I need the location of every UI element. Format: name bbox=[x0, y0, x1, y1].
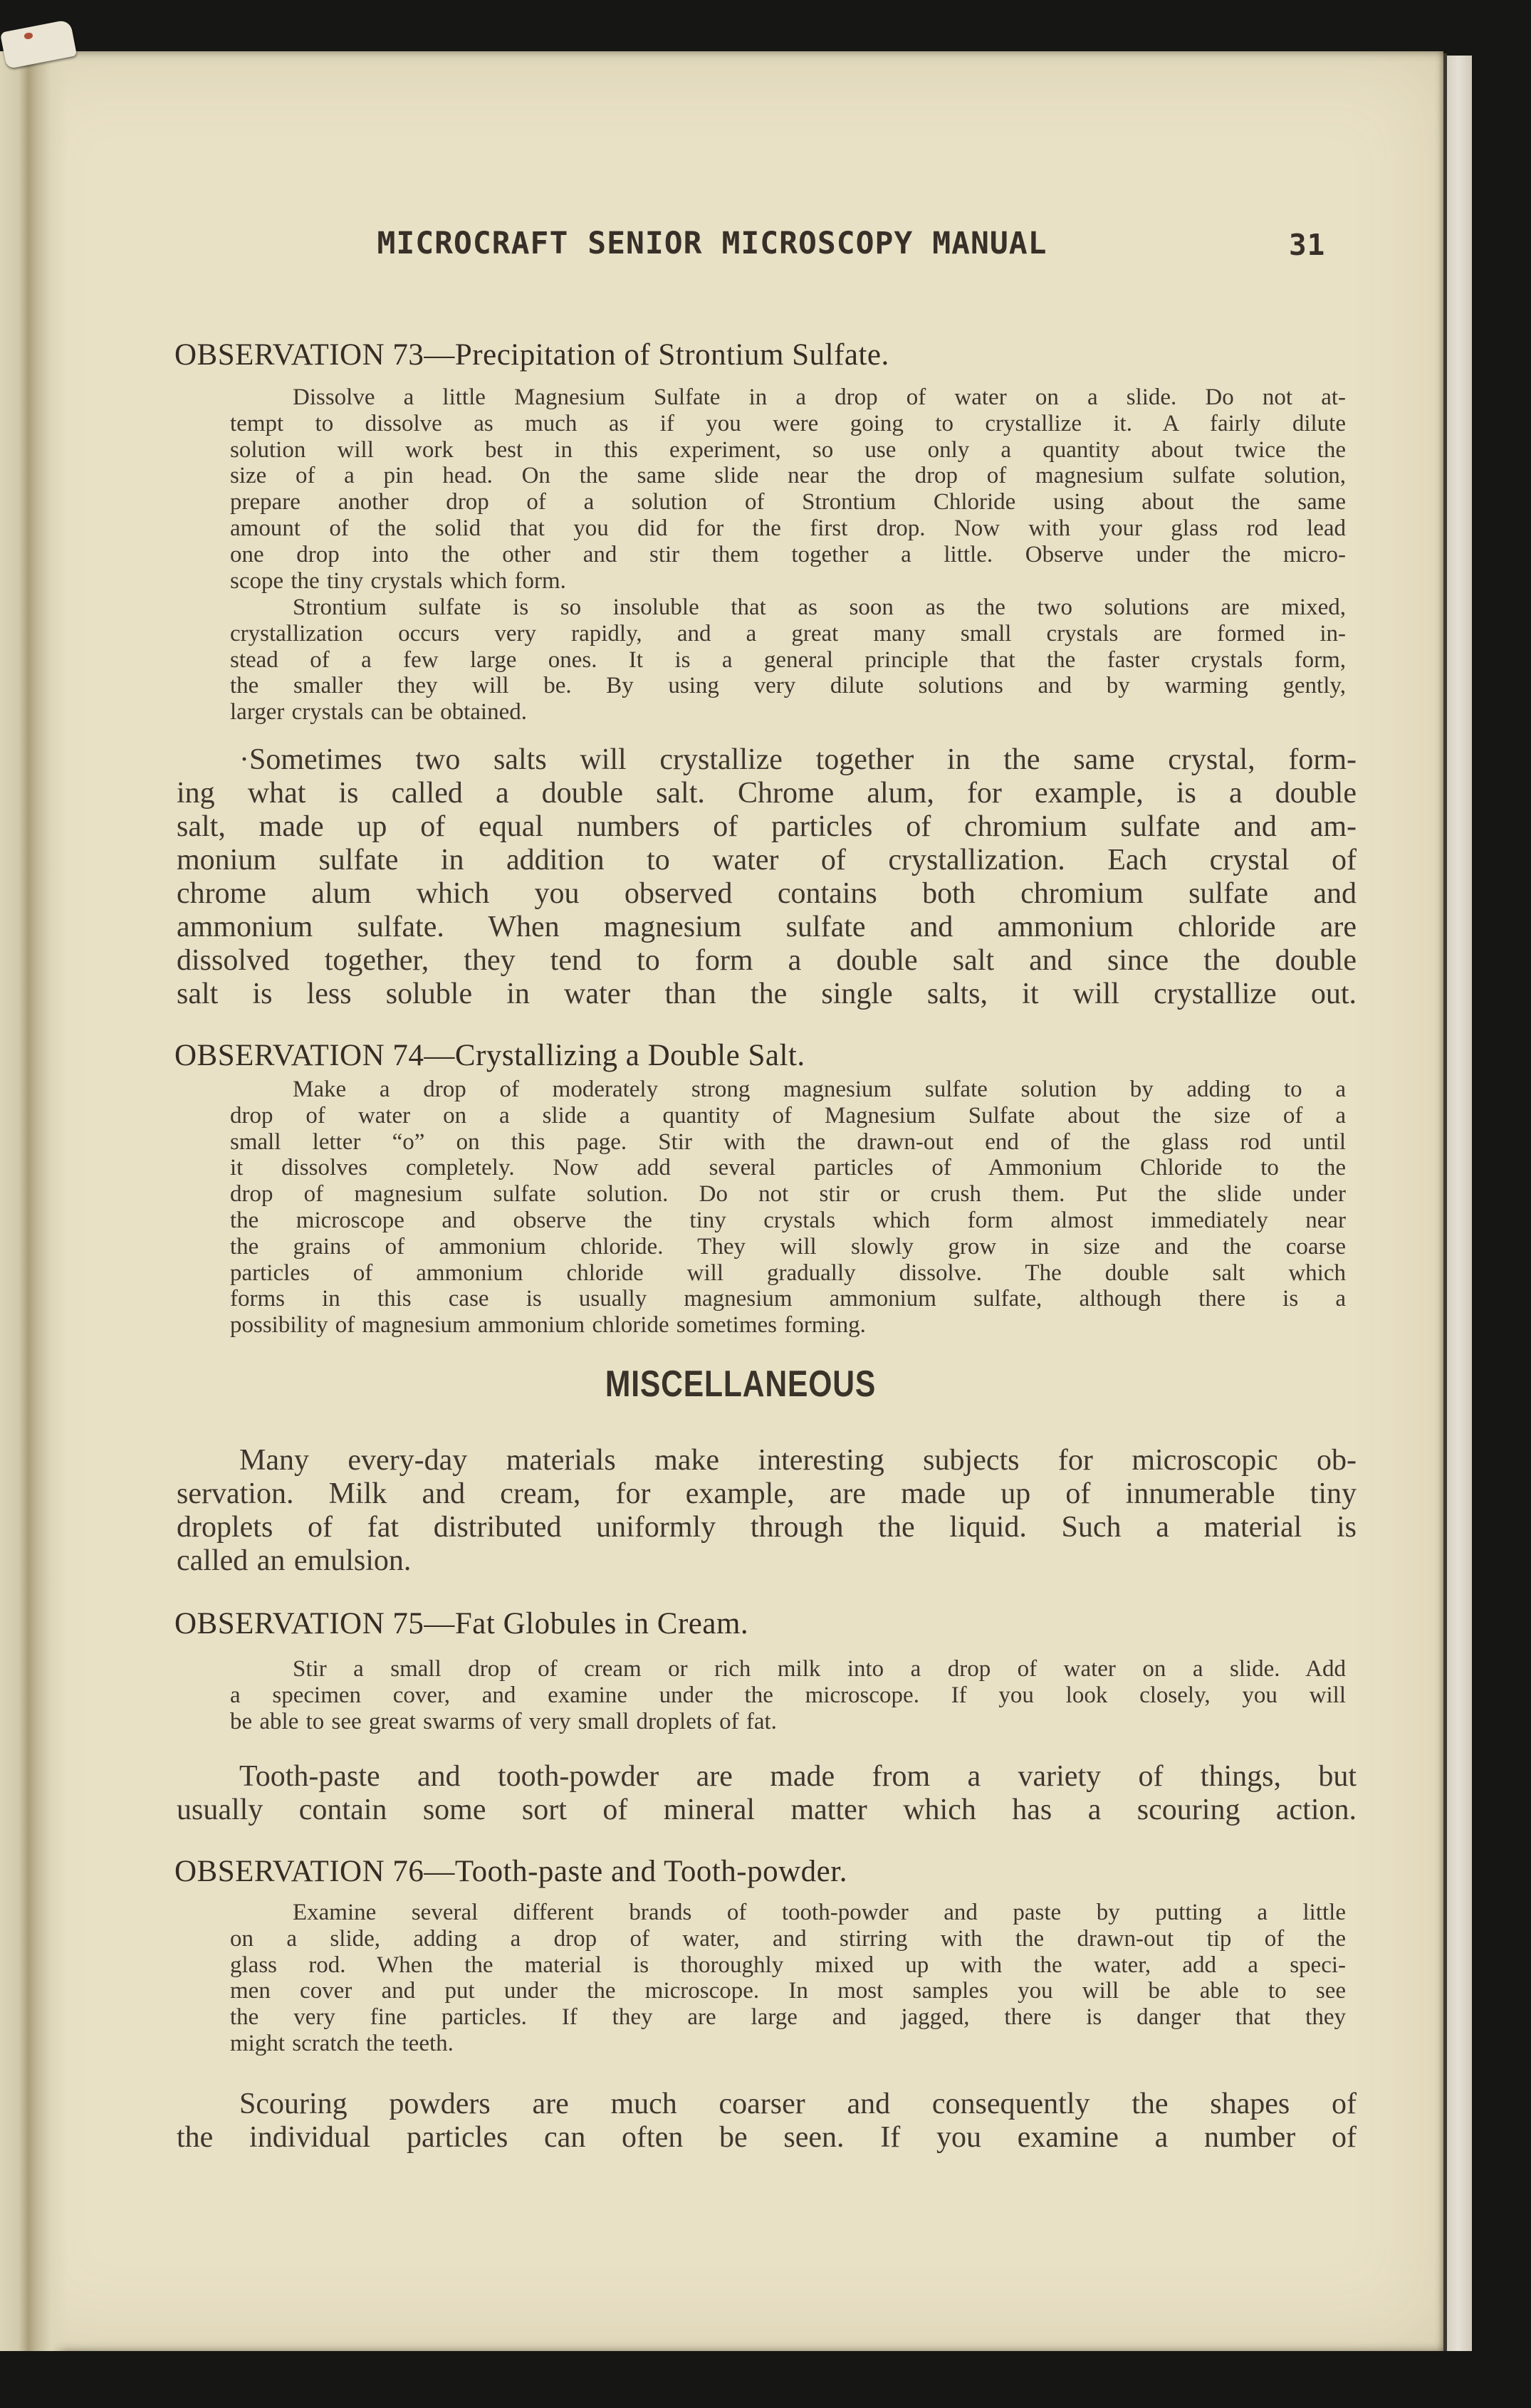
text-line: Scouring powders are much coarser and consequently the shapes of bbox=[239, 2088, 1357, 2120]
text-line: one drop into the other and stir them together a little. Observe under the micro- bbox=[230, 541, 1346, 567]
observation-76-heading: OBSERVATION 76—Tooth-paste and Tooth-powder. bbox=[174, 1855, 847, 1888]
text-line: Strontium sulfate is so insoluble that as soon as the two solutions are mixed, bbox=[293, 595, 1346, 620]
text-line: Tooth-paste and tooth-powder are made from a variety of things, but bbox=[239, 1760, 1357, 1793]
page-number: 31 bbox=[1289, 228, 1326, 262]
observation-73-heading: OBSERVATION 73—Precipitation of Strontium Sulfate. bbox=[174, 338, 889, 372]
observation-73-paragraph-2 bbox=[230, 595, 1346, 726]
text-line: drop of water on a slide a quantity of Magnesium Sulfate about the size of a bbox=[230, 1102, 1346, 1129]
scouring-powders-paragraph bbox=[177, 2088, 1357, 2155]
observation-75-paragraph bbox=[230, 1656, 1346, 1734]
text-line: might scratch the teeth. bbox=[230, 2030, 454, 2056]
text-line: usually contain some sort of mineral matter which has a scouring action. bbox=[177, 1794, 1357, 1826]
text-line: Examine several different brands of tooth-powder and paste by putting a little bbox=[293, 1900, 1346, 1925]
text-line: stead of a few large ones. It is a general principle that the faster crystals form, bbox=[230, 647, 1346, 673]
text-line: monium sulfate in addition to water of crystallization. Each crystal of bbox=[177, 844, 1357, 876]
text-line: on a slide, adding a drop of water, and stirring with the drawn-out tip of the bbox=[230, 1925, 1346, 1952]
text-line: dissolved together, they tend to form a double salt and since the double bbox=[177, 944, 1357, 977]
text-line: Stir a small drop of cream or rich milk into a drop of water on a slide. Add bbox=[293, 1656, 1346, 1682]
text-line: the individual particles can often be seen. If you examine a number of bbox=[177, 2121, 1357, 2154]
text-line: particles of ammonium chloride will gradually dissolve. The double salt which bbox=[230, 1260, 1346, 1286]
text-line: ·Sometimes two salts will crystallize together in the same crystal, form- bbox=[239, 743, 1357, 776]
text-line: be able to see great swarms of very small droplets of fat. bbox=[230, 1708, 777, 1734]
text-line: it dissolves completely. Now add several particles of Ammonium Chloride to the bbox=[230, 1155, 1346, 1181]
text-line: the smaller they will be. By using very dilute solutions and by warming gently, bbox=[230, 673, 1346, 699]
toothpaste-intro-paragraph bbox=[177, 1760, 1357, 1827]
text-line: crystallization occurs very rapidly, and a great many small crystals are formed in- bbox=[230, 620, 1346, 647]
text-line: drop of magnesium sulfate solution. Do not stir or crush them. Put the slide under bbox=[230, 1181, 1346, 1208]
text-line: ammonium sulfate. When magnesium sulfate and ammonium chloride are bbox=[177, 911, 1357, 943]
text-line: droplets of fat distributed uniformly through the liquid. Such a material is bbox=[177, 1511, 1357, 1544]
text-line: Dissolve a little Magnesium Sulfate in a drop of water on a slide. Do not at- bbox=[293, 384, 1346, 410]
text-line: men cover and put under the microscope. In most samples you will be able to see bbox=[230, 1978, 1346, 2004]
text-line: glass rod. When the material is thoroughly mixed up with the water, add a speci- bbox=[230, 1952, 1346, 1978]
double-salt-intro-paragraph bbox=[177, 743, 1357, 1011]
observation-75-heading: OBSERVATION 75—Fat Globules in Cream. bbox=[174, 1607, 749, 1640]
text-line: possibility of magnesium ammonium chloride sometimes forming. bbox=[230, 1312, 866, 1339]
text-line: size of a pin head. On the same slide near the drop of magnesium sulfate solution, bbox=[230, 463, 1346, 489]
text-line: tempt to dissolve as much as if you were going to crystallize it. A fairly dilute bbox=[230, 410, 1346, 436]
text-line: Make a drop of moderately strong magnesium sulfate solution by adding to a bbox=[293, 1077, 1346, 1102]
observation-74-heading: OBSERVATION 74—Crystallizing a Double Salt. bbox=[174, 1039, 805, 1072]
text-line: small letter “o” on this page. Stir with the drawn-out end of the glass rod until bbox=[230, 1129, 1346, 1155]
text-line: scope the tiny crystals which form. bbox=[230, 567, 566, 594]
text-line: the grains of ammonium chloride. They will slowly grow in size and the coarse bbox=[230, 1233, 1346, 1260]
running-head-title: MICROCRAFT SENIOR MICROSCOPY MANUAL bbox=[377, 226, 1047, 261]
text-line: salt, made up of equal numbers of particles of chromium sulfate and am- bbox=[177, 810, 1357, 843]
under-page-edge bbox=[1447, 56, 1472, 2351]
text-line: forms in this case is usually magnesium ammonium sulfate, although there is a bbox=[230, 1286, 1346, 1312]
text-line: larger crystals can be obtained. bbox=[230, 699, 527, 726]
observation-74-paragraph bbox=[230, 1077, 1346, 1339]
text-line: the very fine particles. If they are large and jagged, there is danger that they bbox=[230, 2004, 1346, 2031]
text-line: the microscope and observe the tiny crystals which form almost immediately near bbox=[230, 1207, 1346, 1233]
miscellaneous-intro-paragraph bbox=[177, 1444, 1357, 1578]
text-line: solution will work best in this experiment, so use only a quantity about twice the bbox=[230, 436, 1346, 463]
text-line: a specimen cover, and examine under the microscope. If you look closely, you will bbox=[230, 1682, 1346, 1708]
miscellaneous-section-heading: MISCELLANEOUS bbox=[605, 1363, 877, 1405]
page-gutter-shadow bbox=[0, 51, 68, 2351]
text-line: Many every-day materials make interesting subjects for microscopic ob- bbox=[239, 1444, 1357, 1477]
text-line: chrome alum which you observed contains both chromium sulfate and bbox=[177, 877, 1357, 910]
text-line: amount of the solid that you did for the first drop. Now with your glass rod lead bbox=[230, 515, 1346, 541]
text-line: salt is less soluble in water than the single salts, it will crystallize out. bbox=[177, 978, 1357, 1010]
text-line: ing what is called a double salt. Chrome alum, for example, is a double bbox=[177, 777, 1357, 810]
observation-76-paragraph bbox=[230, 1900, 1346, 2057]
text-line: servation. Milk and cream, for example, are made up of innumerable tiny bbox=[177, 1477, 1357, 1510]
text-line: called an emulsion. bbox=[177, 1544, 412, 1577]
text-line: prepare another drop of a solution of Strontium Chloride using about the same bbox=[230, 489, 1346, 515]
observation-73-paragraph-1 bbox=[230, 384, 1346, 594]
